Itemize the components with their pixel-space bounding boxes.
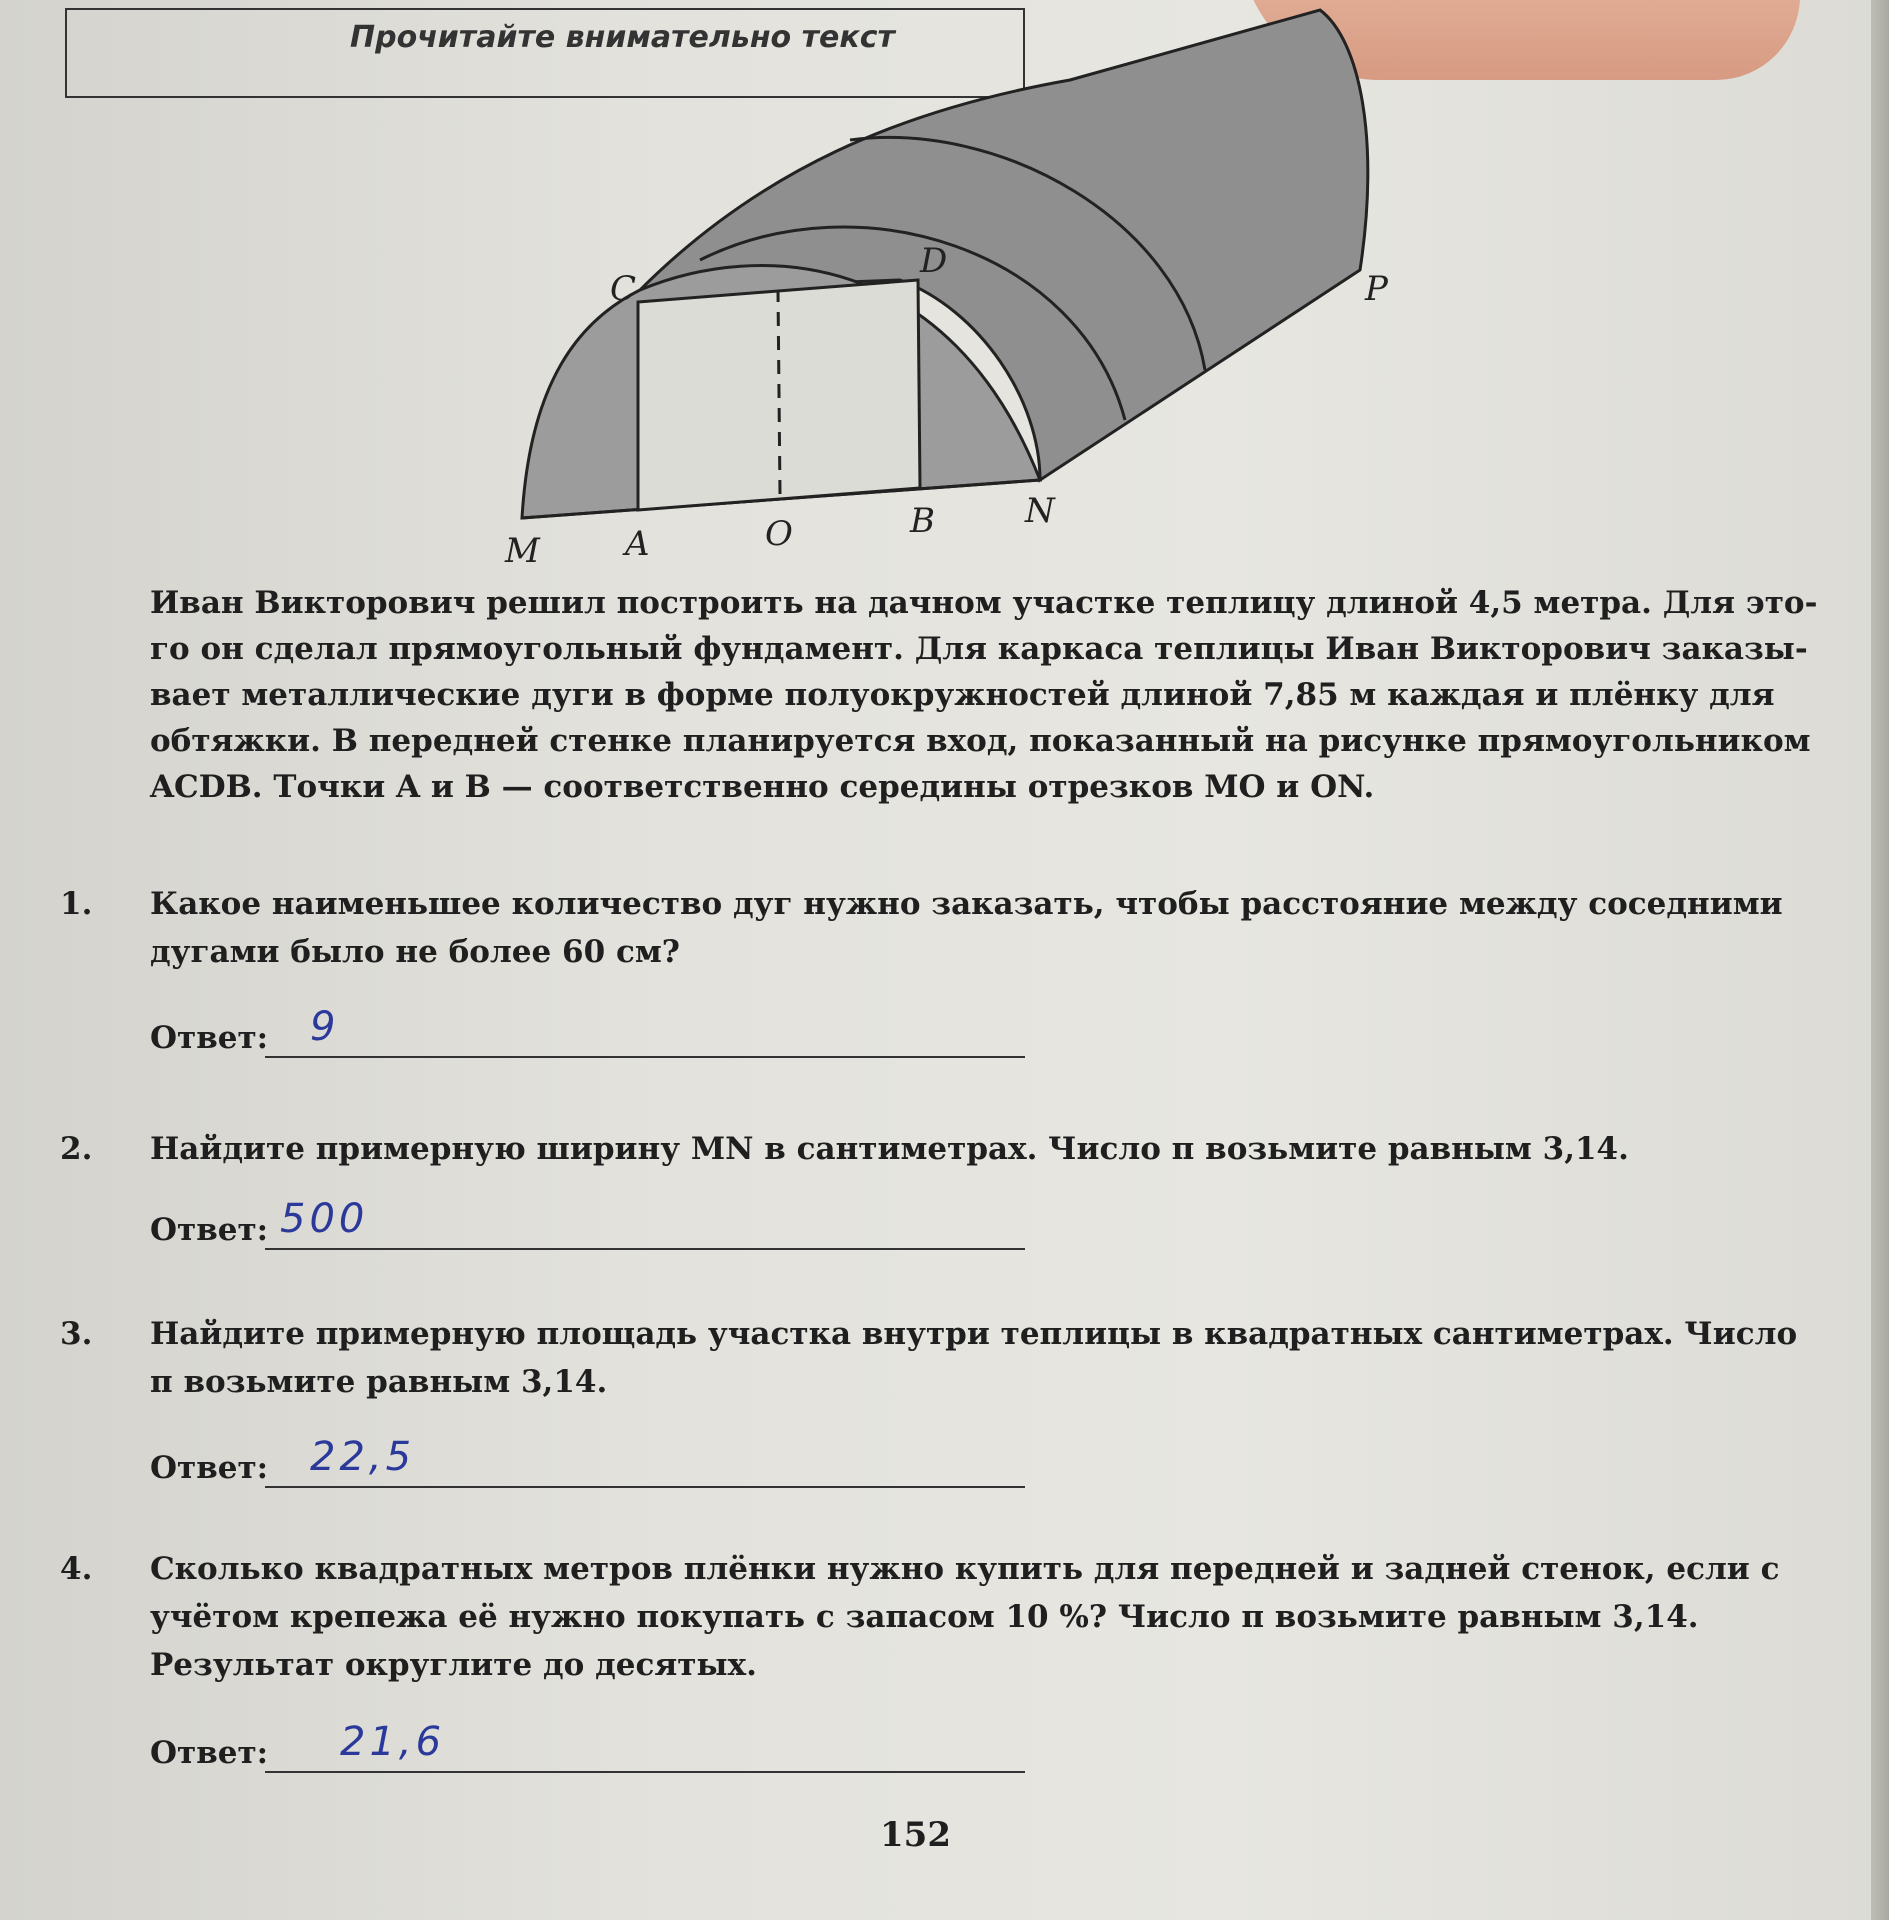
answer-3 [150, 1434, 416, 1486]
answer-line[interactable] [265, 1248, 1025, 1250]
handwritten-answer: 21,6 [340, 1719, 446, 1765]
answer-line[interactable] [265, 1486, 1025, 1488]
label-n: N [1025, 491, 1055, 531]
task-number: 3. [60, 1316, 93, 1352]
label-c: C [610, 269, 637, 309]
intro-text [150, 580, 1830, 810]
answer-1 [150, 1004, 340, 1056]
label-o: O [765, 514, 793, 554]
answer-2 [150, 1196, 369, 1248]
task-line: учётом крепежа её нужно покупать с запасом 10 %? Число π возьмите равным 3,14. [150, 1599, 1699, 1635]
task-line: Какое наименьшее количество дуг нужно заказать, чтобы расстояние между соседними [150, 886, 1783, 922]
label-m: M [505, 531, 540, 571]
handwritten-answer: 22,5 [310, 1434, 416, 1480]
task-line: дугами было не более 60 см? [150, 934, 680, 970]
intro-line: го он сделал прямоугольный фундамент. Для каркаса теплицы Иван Викторович заказы- [150, 631, 1808, 667]
intro-line: вает металлические дуги в форме полуокружностей длиной 7,85 м каждая и плёнку для [150, 677, 1775, 713]
handwritten-answer: 500 [280, 1196, 369, 1242]
task-text [150, 1545, 1889, 1689]
answer-label: Ответ: [150, 1450, 269, 1486]
task-text [150, 880, 1889, 976]
label-d: D [920, 241, 948, 281]
intro-line: обтяжки. В передней стенке планируется вход, показанный на рисунке прямоугольником [150, 723, 1811, 759]
label-a: A [625, 524, 650, 564]
task-line: π возьмите равным 3,14. [150, 1364, 608, 1400]
task-text [150, 1125, 1889, 1173]
answer-4 [150, 1719, 446, 1771]
greenhouse-figure [0, 0, 1889, 620]
task-number: 1. [60, 886, 93, 922]
task-line: Найдите примерную площадь участка внутри теплицы в квадратных сантиметрах. Число [150, 1316, 1798, 1352]
answer-line[interactable] [265, 1056, 1025, 1058]
header-title: Прочитайте внимательно текст [350, 20, 895, 55]
page-number: 152 [880, 1815, 951, 1855]
answer-label: Ответ: [150, 1735, 269, 1771]
label-b: B [910, 501, 935, 541]
task-line: Сколько квадратных метров плёнки нужно купить для передней и задней стенок, если с [150, 1551, 1780, 1587]
task-number: 2. [60, 1131, 93, 1167]
answer-line[interactable] [265, 1771, 1025, 1773]
task-text [150, 1310, 1889, 1406]
intro-line: ACDB. Точки A и B — соответственно середины отрезков MO и ON. [150, 769, 1375, 805]
intro-line: Иван Викторович решил построить на дачном участке теплицу длиной 4,5 метра. Для это- [150, 585, 1818, 621]
answer-label: Ответ: [150, 1212, 269, 1248]
label-p: P [1365, 269, 1388, 309]
task-line: Результат округлите до десятых. [150, 1647, 757, 1683]
answer-label: Ответ: [150, 1020, 269, 1056]
handwritten-answer: 9 [310, 1004, 340, 1050]
task-number: 4. [60, 1551, 93, 1587]
center-dashed-line [778, 292, 780, 494]
task-line: Найдите примерную ширину MN в сантиметрах. Число π возьмите равным 3,14. [150, 1131, 1629, 1167]
